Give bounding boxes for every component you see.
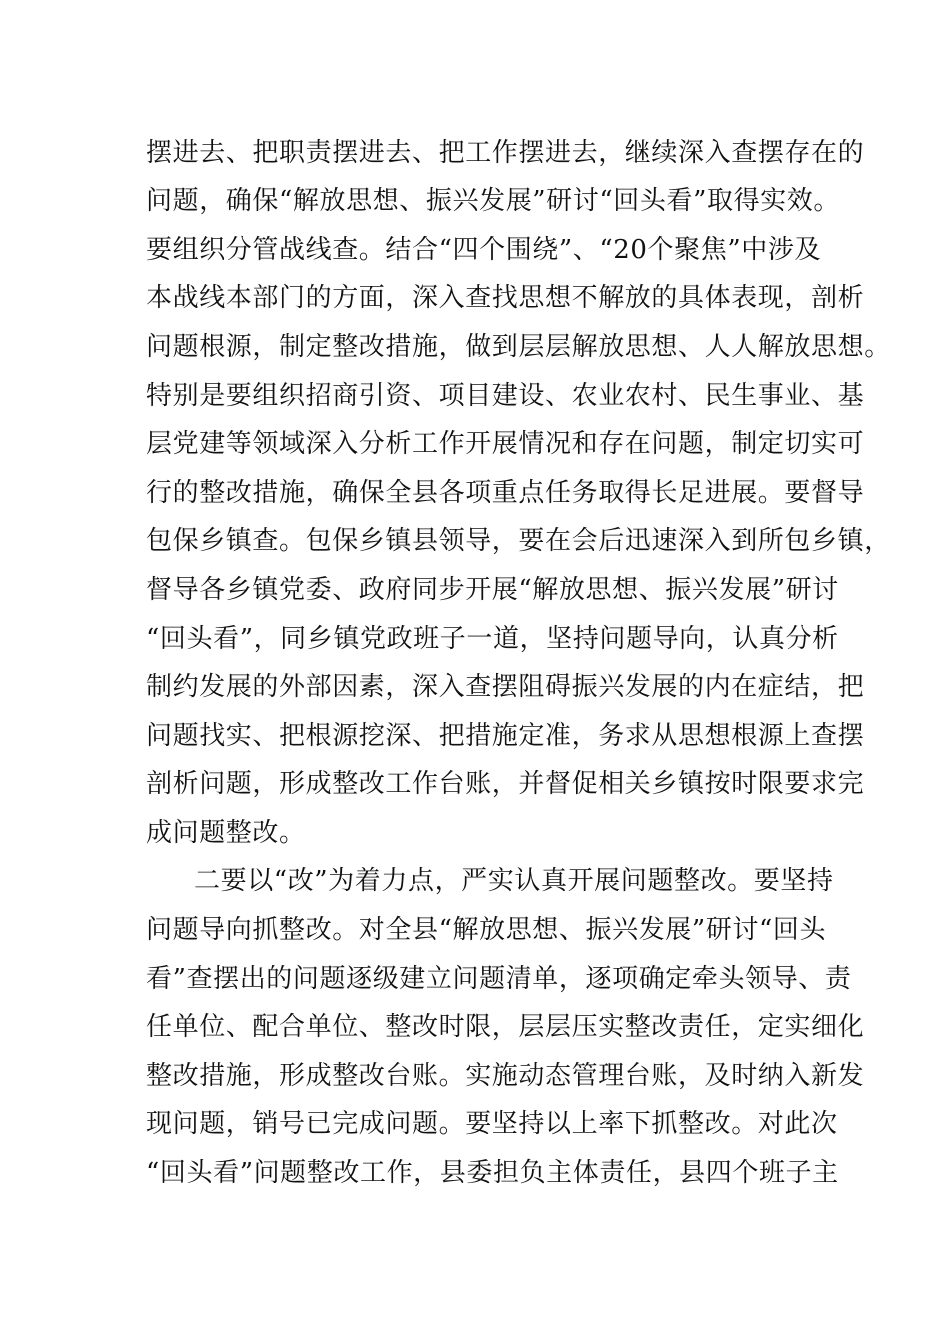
text-line: 任单位、配合单位、整改时限，层层压实整改责任，定实细化: [146, 1012, 865, 1042]
text-line: 摆进去、把职责摆进去、把工作摆进去，继续深入查摆存在的: [146, 138, 865, 168]
text-line: 本战线本部门的方面，深入查找思想不解放的具体表现，剖析: [146, 283, 865, 313]
text-line: 特别是要组织招商引资、项目建设、农业农村、民生事业、基: [146, 381, 865, 411]
text-line: 剖析问题，形成整改工作台账，并督促相关乡镇按时限要求完: [146, 769, 865, 799]
text-line: 看”查摆出的问题逐级建立问题清单，逐项确定牵头领导、责: [146, 964, 852, 994]
text-line: 整改措施，形成整改台账。实施动态管理台账，及时纳入新发: [146, 1061, 865, 1091]
text-line: 问题根源，制定整改措施，做到层层解放思想、人人解放思想。: [146, 332, 891, 362]
text-line: 问题，确保“解放思想、振兴发展”研讨“回头看”取得实效。: [146, 186, 840, 216]
text-line: 现问题，销号已完成问题。要坚持以上率下抓整改。对此次: [146, 1109, 838, 1139]
text-line: 包保乡镇查。包保乡镇县领导，要在会后迅速深入到所包乡镇，: [146, 526, 891, 556]
text-line: 问题找实、把根源挖深、把措施定准，务求从思想根源上查摆: [146, 721, 865, 751]
text-line: “回头看”问题整改工作，县委担负主体责任，县四个班子主: [146, 1158, 839, 1188]
text-line: 问题导向抓整改。对全县“解放思想、振兴发展”研讨“回头: [146, 915, 827, 945]
text-line: “回头看”，同乡镇党政班子一道，坚持问题导向，认真分析: [146, 624, 839, 654]
text-line: 制约发展的外部因素，深入查摆阻碍振兴发展的内在症结，把: [146, 672, 865, 702]
paragraph-first-line: 二要以“改”为着力点，严实认真开展问题整改。要坚持: [194, 866, 834, 896]
text-line: 层党建等领域深入分析工作开展情况和存在问题，制定切实可: [146, 429, 865, 459]
text-line: 成问题整改。: [146, 818, 306, 848]
text-line: 要组织分管战线查。结合“四个围绕”、“20个聚焦”中涉及: [146, 235, 822, 265]
text-line: 行的整改措施，确保全县各项重点任务取得长足进展。要督导: [146, 478, 865, 508]
text-line: 督导各乡镇党委、政府同步开展“解放思想、振兴发展”研讨: [146, 575, 839, 605]
